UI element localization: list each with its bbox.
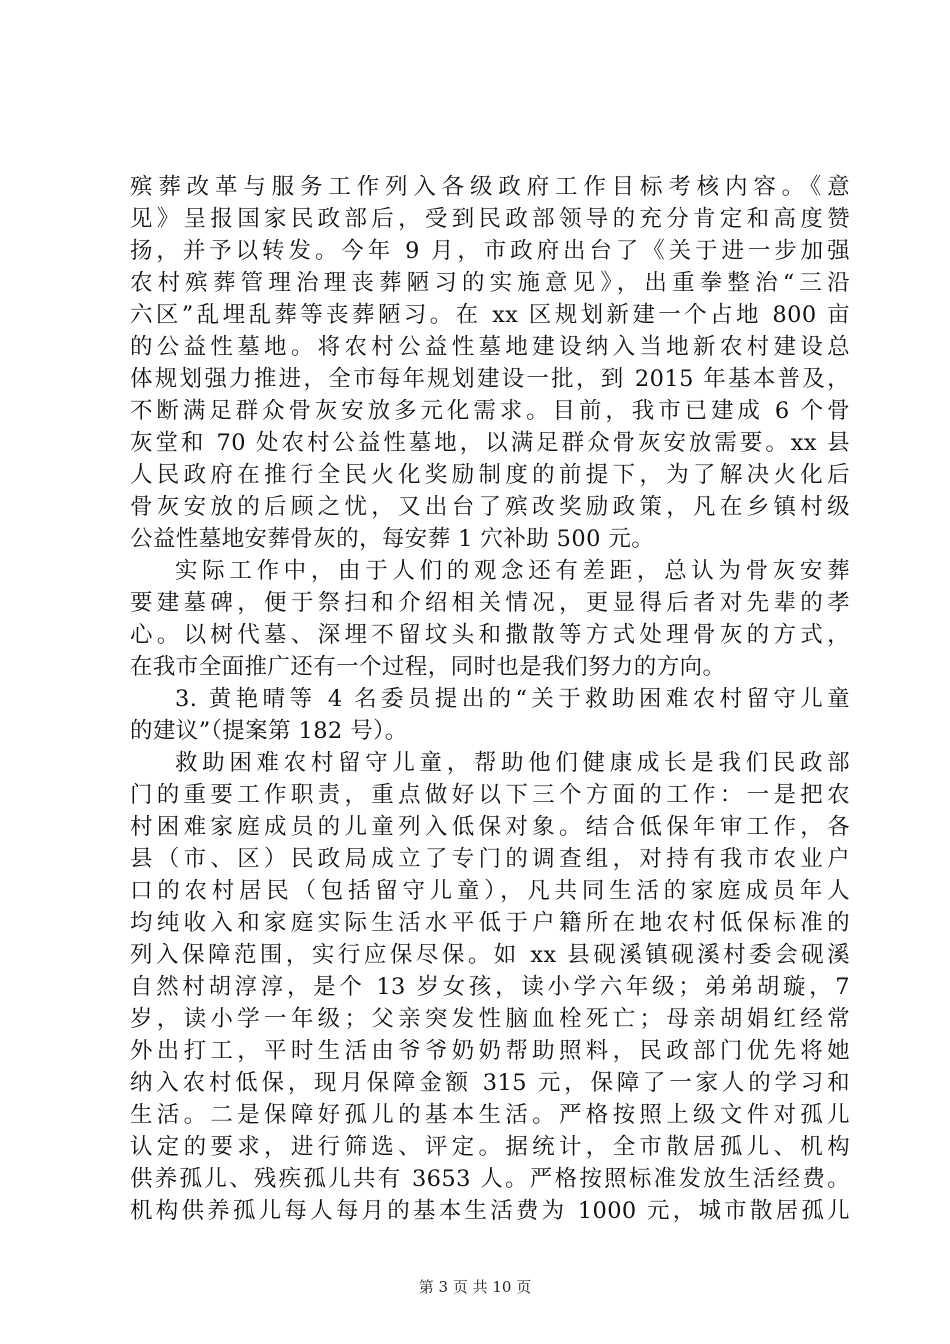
text-line: 外出打工，平时生活由爷爷奶奶帮助照料，民政部门优先将她	[130, 1038, 850, 1064]
text-line: 县（市、区）民政局成立了专门的调查组，对持有我市农业户	[130, 846, 850, 872]
text-line: 3. 黄艳晴等 4 名委员提出的“关于救助困难农村留守儿童	[175, 686, 850, 712]
text-line: 在我市全面推广还有一个过程，同时也是我们努力的方向。	[130, 654, 726, 680]
text-line: 列入保障范围，实行应保尽保。如 xx 县砚溪镇砚溪村委会砚溪	[130, 942, 850, 968]
text-line: 殡葬改革与服务工作列入各级政府工作目标考核内容。《意	[130, 174, 850, 200]
text-line: 口的农村居民（包括留守儿童），凡共同生活的家庭成员年人	[130, 878, 850, 904]
text-line: 灰堂和 70 处农村公益性墓地，以满足群众骨灰安放需要。xx 县	[130, 430, 850, 456]
text-line: 自然村胡淳淳，是个 13 岁女孩，读小学六年级；弟弟胡璇，7	[130, 974, 850, 1000]
text-line: 人民政府在推行全民火化奖励制度的前提下，为了解决火化后	[130, 462, 850, 488]
text-line: 门的重要工作职责，重点做好以下三个方面的工作：一是把农	[130, 782, 850, 808]
text-line: 纳入农村低保，现月保障金额 315 元，保障了一家人的学习和	[130, 1070, 850, 1096]
text-line: 救助困难农村留守儿童，帮助他们健康成长是我们民政部	[175, 750, 850, 776]
text-line: 岁，读小学一年级；父亲突发性脑血栓死亡；母亲胡娟红经常	[130, 1006, 850, 1032]
text-line: 要建墓碑，便于祭扫和介绍相关情况，更显得后者对先辈的孝	[130, 590, 850, 616]
text-line: 扬，并予以转发。今年 9 月，市政府出台了《关于进一步加强	[130, 238, 850, 264]
text-line: 的建议”（提案第 182 号）。	[130, 718, 408, 744]
text-line: 骨灰安放的后顾之忧，又出台了殡改奖励政策，凡在乡镇村级	[130, 494, 850, 520]
text-line: 生活。二是保障好孤儿的基本生活。严格按照上级文件对孤儿	[130, 1102, 850, 1128]
text-line: 村困难家庭成员的儿童列入低保对象。结合低保年审工作，各	[130, 814, 850, 840]
text-line: 体规划强力推进，全市每年规划建设一批，到 2015 年基本普及，	[130, 366, 850, 392]
text-line: 实际工作中，由于人们的观念还有差距，总认为骨灰安葬	[175, 558, 850, 584]
page-number-footer: 第 3 页 共 10 页	[418, 1278, 532, 1296]
text-line: 机构供养孤儿每人每月的基本生活费为 1000 元，城市散居孤儿	[130, 1198, 850, 1224]
body-text	[130, 171, 850, 1227]
text-line: 供养孤儿、残疾孤儿共有 3653 人。严格按照标准发放生活经费。	[130, 1166, 850, 1192]
text-line: 认定的要求，进行筛选、评定。据统计，全市散居孤儿、机构	[130, 1134, 850, 1160]
text-line: 均纯收入和家庭实际生活水平低于户籍所在地农村低保标准的	[130, 910, 850, 936]
text-line: 的公益性墓地。将农村公益性墓地建设纳入当地新农村建设总	[130, 334, 850, 360]
text-line: 见》呈报国家民政部后，受到民政部领导的充分肯定和高度赞	[130, 206, 850, 232]
text-line: 农村殡葬管理治理丧葬陋习的实施意见》，出重拳整治“三沿	[130, 270, 850, 296]
text-line: 公益性墓地安葬骨灰的，每安葬 1 穴补助 500 元。	[130, 526, 655, 552]
text-line: 不断满足群众骨灰安放多元化需求。目前，我市已建成 6 个骨	[130, 398, 850, 424]
text-line: 心。以树代墓、深埋不留坟头和撒散等方式处理骨灰的方式，	[130, 622, 850, 648]
text-line: 六区”乱埋乱葬等丧葬陋习。在 xx 区规划新建一个占地 800 亩	[130, 302, 850, 328]
